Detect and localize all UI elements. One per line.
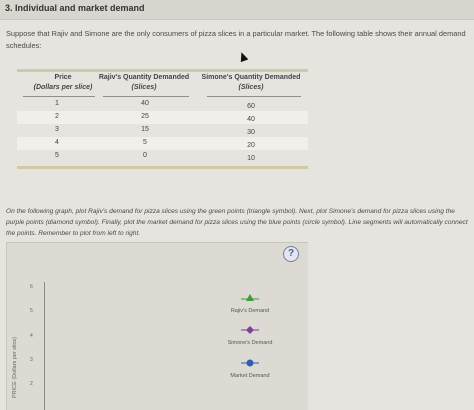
demand-schedule-table	[17, 69, 308, 172]
column-header-simone	[197, 74, 305, 91]
graph-instructions: On the following graph, plot Rajiv's demand for pizza slices using the green points (triangle symbol). Next, plot Simone's demand for pizza slices using the purple points (diamond symbol). Finally, plot the market demand for pizza slices using the blue points (circle symbol). Line segments will automatically connect the points. Remember to plot from left to right.	[6, 208, 468, 237]
rajiv-demand-tool[interactable]	[241, 290, 259, 300]
price-cell: 5	[55, 152, 59, 159]
column-subtitle: (Slices)	[238, 84, 264, 91]
column-title: Simone's Quantity Demanded	[201, 74, 301, 81]
legend-label-simone: Simone's Demand	[227, 340, 273, 346]
y-tick-label: 5	[30, 308, 33, 314]
rajiv-quantity-cell: 5	[143, 139, 147, 146]
table-bottom-rule	[17, 166, 308, 169]
y-axis-label: PRICE (Dollars per slice)	[12, 336, 18, 398]
column-header-price	[27, 74, 99, 91]
section-header	[0, 0, 474, 20]
y-axis	[44, 282, 45, 410]
rajiv-quantity-cell: 15	[141, 126, 149, 133]
column-title: Rajiv's Quantity Demanded	[98, 74, 190, 81]
triangle-icon	[241, 293, 259, 303]
simone-quantity-cell: 10	[247, 155, 255, 162]
market-demand-tool[interactable]	[241, 355, 259, 365]
legend-label-market: Market Demand	[230, 373, 270, 379]
price-cell: 4	[55, 139, 59, 146]
column-header-rajiv	[96, 74, 192, 91]
mouse-cursor-icon	[238, 51, 249, 62]
simone-quantity-cell: 40	[247, 116, 255, 123]
table-row	[17, 111, 308, 124]
header-divider	[23, 96, 95, 97]
legend-label-rajiv: Rajiv's Demand	[230, 308, 270, 314]
table-row	[17, 124, 308, 137]
table-row	[17, 137, 308, 150]
simone-quantity-cell: 20	[247, 142, 255, 149]
y-tick-label: 3	[30, 357, 33, 363]
column-title: Price	[54, 74, 72, 81]
table-top-rule	[17, 69, 308, 72]
help-button[interactable]: ?	[283, 246, 299, 262]
price-cell: 3	[55, 126, 59, 133]
diamond-icon	[241, 325, 259, 335]
rajiv-quantity-cell: 40	[141, 100, 149, 107]
table-row	[17, 150, 308, 163]
simone-quantity-cell: 60	[247, 103, 255, 110]
header-divider	[207, 96, 301, 97]
simone-quantity-cell: 30	[247, 129, 255, 136]
price-cell: 1	[55, 100, 59, 107]
y-tick-label: 2	[30, 381, 33, 387]
section-title: 3. Individual and market demand	[5, 3, 145, 13]
column-subtitle: (Slices)	[131, 84, 157, 91]
header-divider	[103, 96, 189, 97]
y-tick-label: 4	[30, 333, 33, 339]
rajiv-quantity-cell: 0	[143, 152, 147, 159]
price-cell: 2	[55, 113, 59, 120]
table-row	[17, 98, 308, 111]
circle-icon	[241, 358, 259, 368]
rajiv-quantity-cell: 25	[141, 113, 149, 120]
intro-text: Suppose that Rajiv and Simone are the only consumers of pizza slices in a particular market. The following table shows their annual demand schedules:	[6, 29, 466, 50]
y-tick-label: 6	[30, 284, 33, 290]
column-subtitle: (Dollars per slice)	[33, 84, 93, 91]
graph-panel[interactable]	[6, 242, 308, 410]
simone-demand-tool[interactable]	[241, 322, 259, 332]
